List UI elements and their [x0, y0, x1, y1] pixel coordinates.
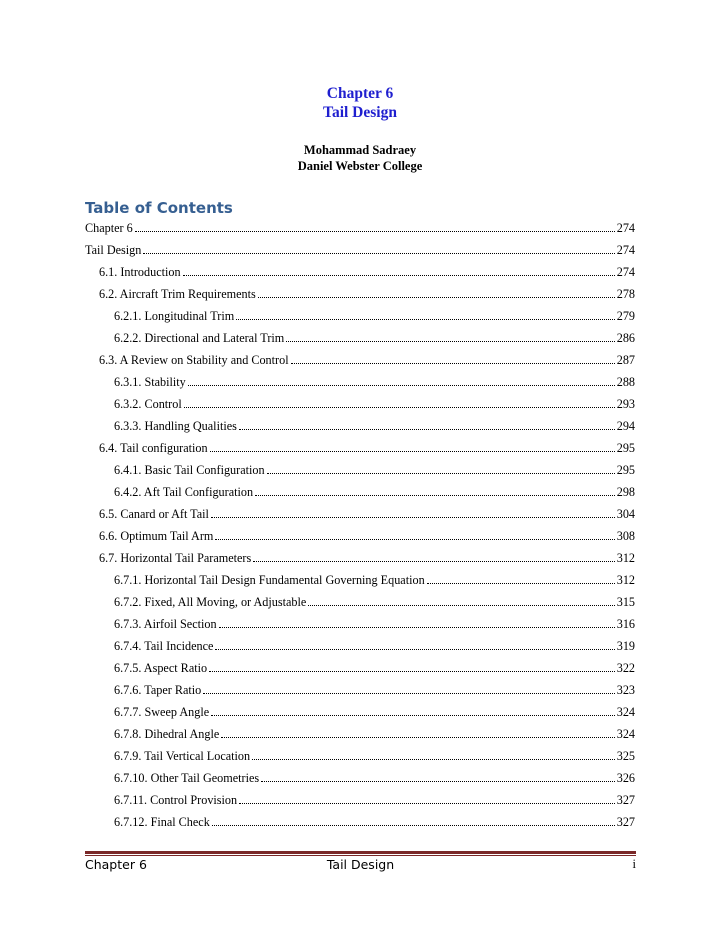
toc-leader-dots — [258, 297, 615, 298]
toc-entry[interactable] — [85, 528, 635, 544]
toc-entry-page[interactable]: 274 — [616, 265, 635, 279]
toc-entry-page[interactable]: 294 — [616, 419, 635, 433]
toc-leader-dots — [183, 275, 615, 276]
toc-entry[interactable] — [85, 616, 635, 632]
toc-entry-label[interactable]: 6.7.9. Tail Vertical Location — [114, 749, 251, 763]
footer-chapter: Chapter 6 — [85, 857, 147, 872]
toc-entry[interactable] — [85, 748, 635, 764]
toc-entry-label[interactable]: 6.7.3. Airfoil Section — [114, 617, 217, 631]
toc-entry-page[interactable]: 287 — [616, 353, 635, 367]
toc-entry-page[interactable]: 304 — [616, 507, 635, 521]
toc-leader-dots — [291, 363, 615, 364]
toc-entry[interactable] — [85, 396, 635, 412]
toc-entry-label[interactable]: Tail Design — [85, 243, 142, 257]
toc-leader-dots — [255, 495, 615, 496]
toc-leader-dots — [188, 385, 615, 386]
toc-entry[interactable] — [85, 440, 635, 456]
toc-leader-dots — [143, 253, 614, 254]
toc-entry-label[interactable]: 6.7.2. Fixed, All Moving, or Adjustable — [114, 595, 307, 609]
toc-leader-dots — [211, 517, 615, 518]
toc-leader-dots — [203, 693, 614, 694]
toc-entry-page[interactable]: 279 — [616, 309, 635, 323]
toc-entry-label[interactable]: 6.7.6. Taper Ratio — [114, 683, 202, 697]
toc-entry-label[interactable]: 6.2. Aircraft Trim Requirements — [99, 287, 256, 301]
toc-entry-page[interactable]: 324 — [616, 727, 635, 741]
author-name: Mohammad Sadraey — [303, 143, 417, 157]
chapter-number: Chapter 6 — [326, 85, 394, 102]
toc-entry[interactable] — [85, 286, 635, 302]
toc-entry[interactable] — [85, 330, 635, 346]
toc-entry-label[interactable]: 6.7.12. Final Check — [114, 815, 210, 829]
toc-entry[interactable] — [85, 572, 635, 588]
toc-entry-page[interactable]: 324 — [616, 705, 635, 719]
toc-entry-page[interactable]: 312 — [616, 551, 635, 565]
toc-entry[interactable] — [85, 660, 635, 676]
toc-entry-page[interactable]: 327 — [616, 815, 635, 829]
toc-entry-label[interactable]: 6.4. Tail configuration — [99, 441, 208, 455]
toc-leader-dots — [215, 539, 614, 540]
toc-leader-dots — [286, 341, 614, 342]
toc-entry-label[interactable]: 6.3.2. Control — [114, 397, 182, 411]
toc-leader-dots — [427, 583, 615, 584]
footer-divider — [85, 851, 636, 854]
toc-entry-label[interactable]: 6.1. Introduction — [99, 265, 181, 279]
toc-entry[interactable] — [85, 462, 635, 478]
toc-leader-dots — [252, 759, 615, 760]
toc-entry-label[interactable]: 6.4.2. Aft Tail Configuration — [114, 485, 254, 499]
toc-entry-label[interactable]: 6.7.10. Other Tail Geometries — [114, 771, 260, 785]
toc-entry-label[interactable]: 6.2.1. Longitudinal Trim — [114, 309, 235, 323]
toc-entry[interactable] — [85, 220, 635, 236]
toc-leader-dots — [308, 605, 614, 606]
toc-entry[interactable] — [85, 374, 635, 390]
toc-leader-dots — [221, 737, 614, 738]
toc-entry-label[interactable]: 6.3. A Review on Stability and Control — [99, 353, 289, 367]
footer-divider-thin — [85, 855, 636, 856]
toc-leader-dots — [215, 649, 614, 650]
toc-entry[interactable] — [85, 814, 635, 830]
toc-entry-label[interactable]: 6.6. Optimum Tail Arm — [99, 529, 214, 543]
toc-entry[interactable] — [85, 484, 635, 500]
toc-entry-label[interactable]: 6.7.5. Aspect Ratio — [114, 661, 208, 675]
toc-entry[interactable] — [85, 638, 635, 654]
toc-entry-page[interactable]: 274 — [616, 243, 635, 257]
toc-entry-label[interactable]: 6.4.1. Basic Tail Configuration — [114, 463, 265, 477]
toc-entry-page[interactable]: 288 — [616, 375, 635, 389]
toc-entry[interactable] — [85, 550, 635, 566]
toc-entry-label[interactable]: 6.2.2. Directional and Lateral Trim — [114, 331, 285, 345]
toc-entry-label[interactable]: 6.5. Canard or Aft Tail — [99, 507, 209, 521]
toc-entry-page[interactable]: 323 — [616, 683, 635, 697]
toc-leader-dots — [219, 627, 615, 628]
toc-entry-page[interactable]: 278 — [616, 287, 635, 301]
toc-entry-page[interactable]: 293 — [616, 397, 635, 411]
toc-entry-page[interactable]: 322 — [616, 661, 635, 675]
author-institution: Daniel Webster College — [297, 159, 423, 173]
toc-entry-label[interactable]: 6.7. Horizontal Tail Parameters — [99, 551, 252, 565]
toc-leader-dots — [211, 715, 615, 716]
toc-entry[interactable] — [85, 264, 635, 280]
toc-entry-label[interactable]: 6.7.8. Dihedral Angle — [114, 727, 220, 741]
toc-entry-label[interactable]: 6.7.1. Horizontal Tail Design Fundamental Governing Equation — [114, 573, 425, 587]
toc-entry-label[interactable]: 6.7.4. Tail Incidence — [114, 639, 214, 653]
toc-leader-dots — [210, 451, 615, 452]
toc-entry-label[interactable]: 6.3.1. Stability — [114, 375, 186, 389]
toc-entry-label[interactable]: 6.3.3. Handling Qualities — [114, 419, 237, 433]
toc-entry[interactable] — [85, 418, 635, 434]
toc-entry[interactable] — [85, 704, 635, 720]
toc-entry-label[interactable]: 6.7.11. Control Provision — [114, 793, 238, 807]
toc-entry-label[interactable]: 6.7.7. Sweep Angle — [114, 705, 210, 719]
author-block — [0, 142, 720, 174]
toc-entry[interactable] — [85, 352, 635, 368]
toc-entry[interactable] — [85, 682, 635, 698]
toc-entry-page[interactable]: 327 — [616, 793, 635, 807]
toc-leader-dots — [253, 561, 614, 562]
toc-leader-dots — [135, 231, 615, 232]
toc-entry[interactable] — [85, 792, 635, 808]
toc-entry-page[interactable]: 326 — [616, 771, 635, 785]
toc-entry[interactable] — [85, 506, 635, 522]
toc-entry-page[interactable]: 315 — [616, 595, 635, 609]
toc-leader-dots — [212, 825, 615, 826]
toc-entry[interactable] — [85, 594, 635, 610]
toc-entry-page[interactable]: 298 — [616, 485, 635, 499]
title-block — [0, 84, 720, 122]
toc-leader-dots — [267, 473, 615, 474]
toc-entry-page[interactable]: 316 — [616, 617, 635, 631]
toc-entry[interactable] — [85, 726, 635, 742]
toc-leader-dots — [184, 407, 615, 408]
toc-entry[interactable] — [85, 770, 635, 786]
toc-entry-page[interactable]: 319 — [616, 639, 635, 653]
chapter-title: Tail Design — [323, 104, 397, 121]
toc-entry-page[interactable]: 325 — [616, 749, 635, 763]
toc-leader-dots — [239, 429, 615, 430]
toc-entry[interactable] — [85, 308, 635, 324]
toc-entry[interactable] — [85, 242, 635, 258]
footer-page-number: i — [632, 857, 636, 871]
footer-title: Tail Design — [326, 857, 395, 872]
toc-entry-page[interactable]: 274 — [616, 221, 635, 235]
toc-entry-page[interactable]: 308 — [616, 529, 635, 543]
toc-leader-dots — [209, 671, 615, 672]
toc-entry-label[interactable]: Chapter 6 — [85, 221, 133, 235]
toc-leader-dots — [236, 319, 615, 320]
toc-entry-page[interactable]: 295 — [616, 441, 635, 455]
toc-entry-page[interactable]: 312 — [616, 573, 635, 587]
toc-leader-dots — [261, 781, 615, 782]
toc-leader-dots — [239, 803, 615, 804]
toc-entry-page[interactable]: 286 — [616, 331, 635, 345]
toc-heading: Table of Contents — [85, 199, 233, 217]
toc-entry-page[interactable]: 295 — [616, 463, 635, 477]
